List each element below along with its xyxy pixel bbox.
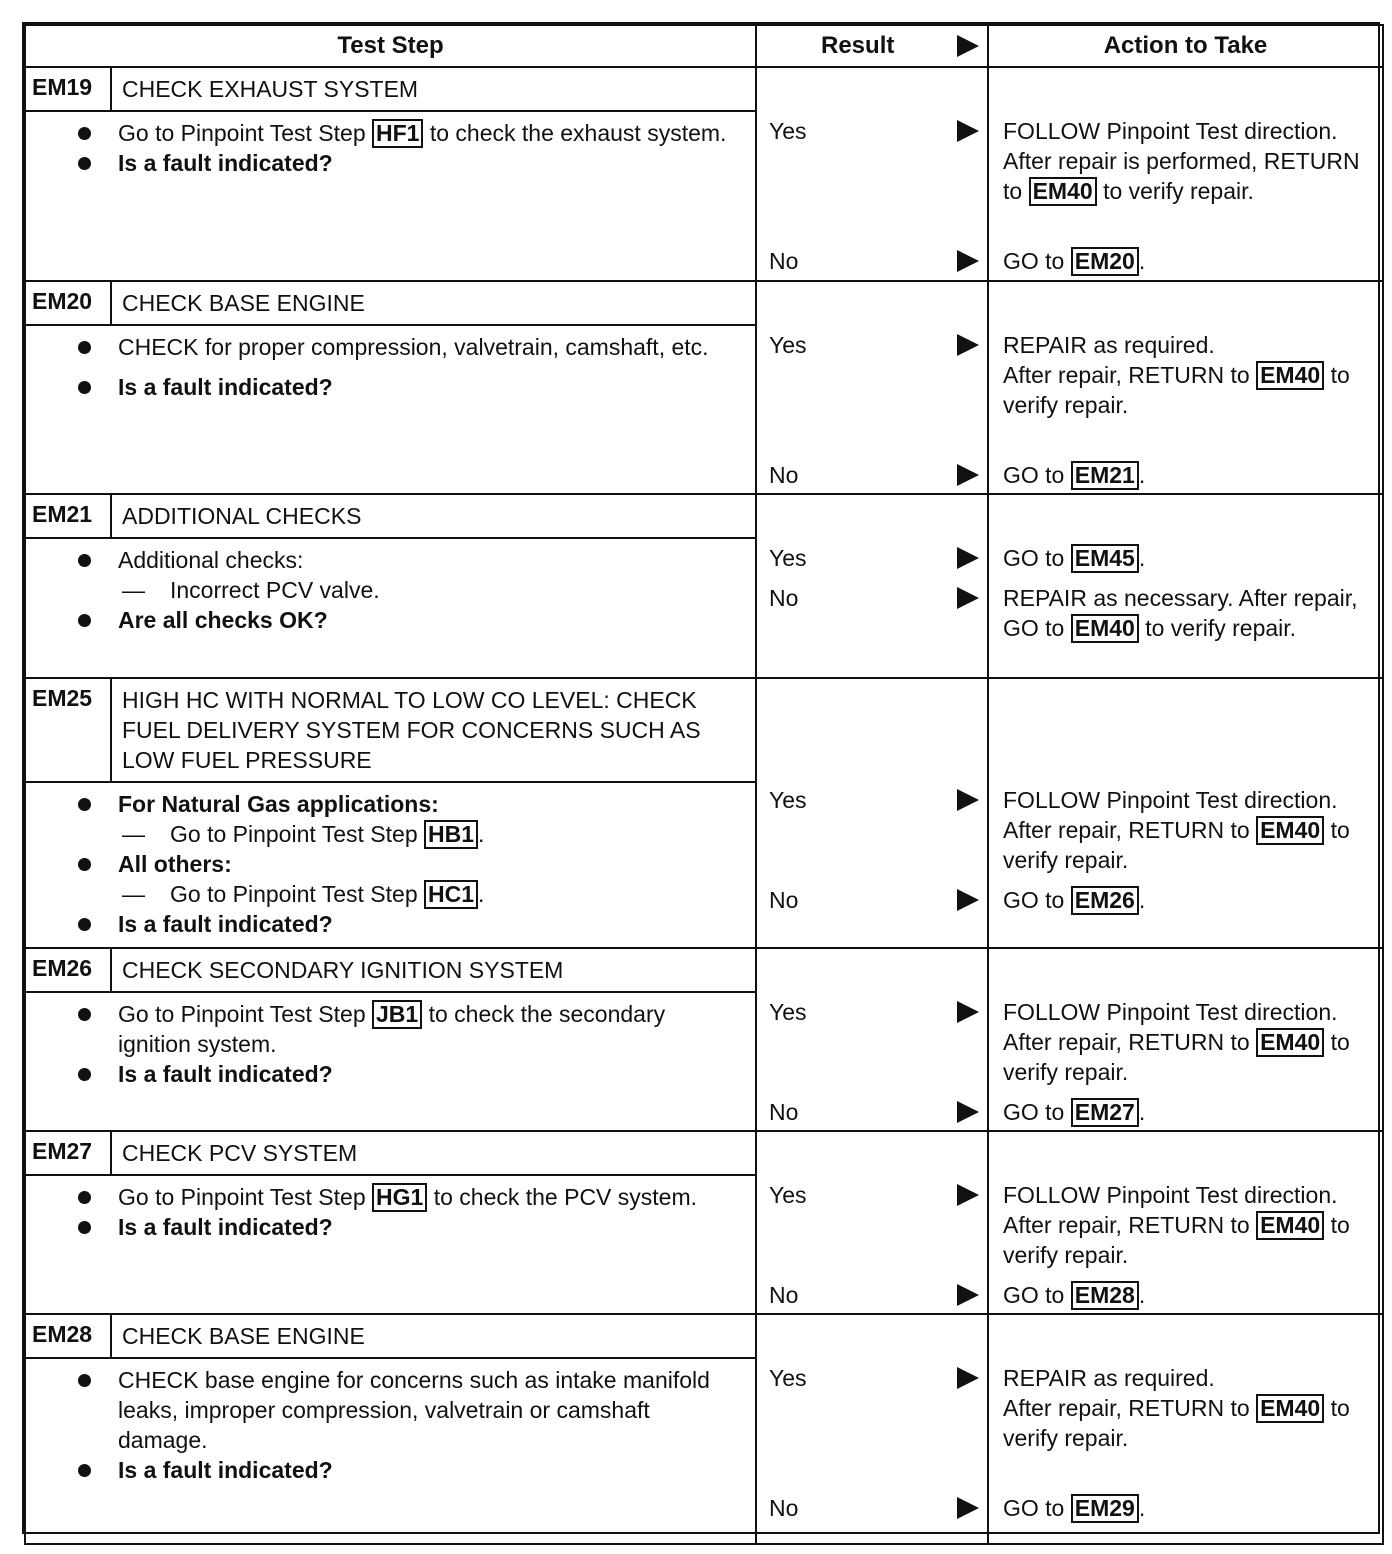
result-yes-label: Yes — [769, 118, 807, 144]
arrow-right-icon — [957, 1497, 979, 1519]
step-header — [26, 1132, 755, 1176]
step-title: CHECK SECONDARY IGNITION SYSTEM — [122, 957, 564, 983]
action-text: GO to — [1003, 248, 1065, 274]
action-text: . — [1138, 1282, 1146, 1308]
arrow-right-icon — [957, 1284, 979, 1306]
result-yes — [769, 116, 981, 146]
dash-icon: — — [122, 821, 145, 847]
step-header — [26, 949, 755, 993]
step-header — [26, 495, 755, 539]
step-reference[interactable]: HC1 — [424, 880, 478, 909]
result-no-label: No — [769, 1099, 799, 1125]
arrow-right-icon — [957, 250, 979, 272]
bullet-icon — [78, 858, 91, 871]
action-text: REPAIR as required. — [1003, 1365, 1215, 1391]
step-bullets — [26, 1176, 755, 1250]
step-title: HIGH HC WITH NORMAL TO LOW CO LEVEL: CHECK FUEL DELIVERY SYSTEM FOR CONCERNS SUCH AS LOW FUEL PRESSURE — [122, 687, 701, 773]
action-text: GO to — [1003, 462, 1065, 488]
result-no-label: No — [769, 462, 799, 488]
test-step-table-frame — [22, 22, 1380, 1534]
question-text: Is a fault indicated? — [118, 150, 333, 176]
result-yes-label: Yes — [769, 545, 807, 571]
step-bullets — [26, 993, 755, 1097]
action-text: to verify repair. — [1145, 615, 1297, 641]
result-no — [769, 583, 981, 613]
step-reference[interactable]: EM40 — [1256, 816, 1324, 845]
step-cell — [25, 494, 756, 678]
bullet-question — [118, 1455, 735, 1485]
bullet-text: to check the secondary ignition system. — [118, 1001, 666, 1057]
result-yes-label: Yes — [769, 1182, 807, 1208]
action-text: to verify repair. — [1003, 1029, 1350, 1085]
action-cell — [988, 948, 1383, 1131]
step-code: EM26 — [26, 949, 112, 991]
step-reference[interactable]: HB1 — [424, 820, 478, 849]
bullet-item — [118, 118, 735, 148]
step-header — [26, 68, 755, 112]
result-yes — [769, 543, 981, 573]
bullet-item — [118, 545, 735, 575]
result-no — [769, 1280, 981, 1310]
bullet-text: to check the exhaust system. — [429, 120, 727, 146]
question-text: Is a fault indicated? — [118, 1214, 333, 1240]
bullet-icon — [78, 1068, 91, 1081]
arrow-right-icon — [957, 789, 979, 811]
bullet-item — [118, 789, 735, 819]
action-text: . — [1138, 1099, 1146, 1125]
table-row — [25, 494, 1383, 678]
result-cell — [756, 678, 988, 948]
result-yes — [769, 785, 981, 815]
action-text: FOLLOW Pinpoint Test direction. After repair is performed, RETURN to — [1003, 118, 1360, 204]
step-code: EM25 — [26, 679, 112, 781]
result-cell — [756, 67, 988, 281]
arrow-right-icon — [957, 1001, 979, 1023]
result-header — [756, 25, 988, 67]
step-reference[interactable]: JB1 — [372, 1000, 422, 1029]
action-text: to verify repair. — [1003, 1395, 1350, 1451]
bullet-icon — [78, 1374, 91, 1387]
step-code: EM28 — [26, 1315, 112, 1357]
table-header-row — [25, 25, 1383, 67]
step-bullets — [26, 783, 755, 947]
question-text: Are all checks OK? — [118, 607, 328, 633]
action-text: After repair, RETURN to — [1003, 362, 1250, 388]
step-code: EM21 — [26, 495, 112, 537]
yes-action — [1003, 785, 1374, 875]
sub-text: Go to Pinpoint Test Step — [170, 881, 418, 907]
bullet-text: Go to Pinpoint Test Step — [118, 120, 366, 146]
result-header-label: Result — [821, 32, 895, 59]
bullet-question — [118, 148, 735, 178]
step-cell — [25, 281, 756, 494]
bullet-icon — [78, 798, 91, 811]
bullet-question — [118, 909, 735, 939]
bullet-question — [118, 372, 735, 402]
yes-action — [1003, 1180, 1374, 1270]
table-row — [25, 1314, 1383, 1544]
sub-text: Go to Pinpoint Test Step — [170, 821, 418, 847]
arrow-right-icon — [957, 334, 979, 356]
step-header — [26, 282, 755, 326]
action-text: to verify repair. — [1103, 178, 1254, 204]
arrow-right-icon — [957, 1184, 979, 1206]
step-code: EM20 — [26, 282, 112, 324]
bullet-text: CHECK base engine for concerns such as intake manifold leaks, improper compression, valvetrain or camshaft damage. — [118, 1367, 710, 1453]
action-text: . — [1138, 545, 1146, 571]
action-text: to verify repair. — [1003, 1212, 1350, 1268]
test-step-table — [24, 24, 1384, 1545]
action-cell — [988, 494, 1383, 678]
action-text: . — [1138, 462, 1146, 488]
dash-icon: — — [122, 881, 145, 907]
arrow-right-icon — [957, 1367, 979, 1389]
question-text: Is a fault indicated? — [118, 1061, 333, 1087]
bullet-item — [118, 849, 735, 879]
action-text: FOLLOW Pinpoint Test direction. After repair, RETURN to — [1003, 999, 1338, 1055]
step-reference[interactable]: EM40 — [1071, 614, 1139, 643]
action-text: GO to — [1003, 545, 1065, 571]
step-reference[interactable]: EM40 — [1029, 177, 1097, 206]
no-action — [1003, 1280, 1374, 1310]
step-title: ADDITIONAL CHECKS — [122, 503, 362, 529]
result-no-label: No — [769, 1282, 799, 1308]
bullet-icon — [78, 1191, 91, 1204]
bullet-question — [118, 1212, 735, 1242]
result-cell — [756, 1314, 988, 1544]
no-action — [1003, 460, 1374, 490]
step-title: CHECK BASE ENGINE — [122, 1323, 365, 1349]
arrow-right-icon — [957, 587, 979, 609]
step-bullets — [26, 326, 755, 410]
bullet-text: All others: — [118, 851, 232, 877]
action-text: FOLLOW Pinpoint Test direction. After repair, RETURN to — [1003, 1182, 1338, 1238]
arrow-right-icon — [957, 464, 979, 486]
yes-action — [1003, 330, 1374, 420]
result-cell — [756, 494, 988, 678]
arrow-right-icon — [957, 889, 979, 911]
step-reference[interactable]: HF1 — [372, 119, 423, 148]
bullet-icon — [78, 1464, 91, 1477]
step-title: CHECK EXHAUST SYSTEM — [122, 76, 419, 102]
bullet-text: For Natural Gas applications: — [118, 791, 439, 817]
result-no — [769, 1097, 981, 1127]
arrow-right-icon — [957, 35, 979, 57]
no-action — [1003, 885, 1374, 915]
question-text: Is a fault indicated? — [118, 1457, 333, 1483]
result-yes — [769, 1363, 981, 1393]
action-text: . — [1138, 248, 1146, 274]
step-reference[interactable]: EM40 — [1256, 1028, 1324, 1057]
yes-action — [1003, 543, 1374, 573]
step-cell — [25, 948, 756, 1131]
result-yes — [769, 330, 981, 360]
yes-action — [1003, 116, 1374, 206]
bullet-item — [118, 1182, 735, 1212]
bullet-text: to check the PCV system. — [433, 1184, 698, 1210]
action-text: After repair, RETURN to — [1003, 1395, 1250, 1421]
table-row — [25, 948, 1383, 1131]
sub-text: . — [478, 881, 485, 907]
yes-action — [1003, 1363, 1374, 1453]
step-title: CHECK BASE ENGINE — [122, 290, 365, 316]
question-text: Is a fault indicated? — [118, 374, 333, 400]
result-no — [769, 885, 981, 915]
action-text: GO to — [1003, 1495, 1065, 1521]
step-reference[interactable]: EM45 — [1071, 544, 1139, 573]
bullet-item — [118, 1365, 735, 1455]
action-text: REPAIR as necessary. After repair, GO to — [1003, 585, 1358, 641]
step-reference[interactable]: HG1 — [372, 1183, 427, 1212]
step-code: EM27 — [26, 1132, 112, 1174]
sub-item — [118, 819, 735, 849]
step-reference[interactable]: EM40 — [1256, 1211, 1324, 1240]
table-row — [25, 678, 1383, 948]
question-text: Is a fault indicated? — [118, 911, 333, 937]
step-header — [26, 1315, 755, 1359]
step-cell — [25, 1314, 756, 1544]
table-row — [25, 67, 1383, 281]
result-cell — [756, 1131, 988, 1314]
bullet-icon — [78, 1221, 91, 1234]
step-title: CHECK PCV SYSTEM — [122, 1140, 358, 1166]
result-yes-label: Yes — [769, 999, 807, 1025]
no-action — [1003, 1493, 1374, 1523]
step-reference[interactable]: EM21 — [1071, 461, 1139, 490]
step-reference[interactable]: EM29 — [1071, 1494, 1139, 1523]
result-yes-label: Yes — [769, 332, 807, 358]
result-yes-label: Yes — [769, 787, 807, 813]
step-cell — [25, 678, 756, 948]
bullet-icon — [78, 381, 91, 394]
arrow-right-icon — [957, 120, 979, 142]
result-cell — [756, 281, 988, 494]
action-cell — [988, 678, 1383, 948]
bullet-item — [118, 332, 735, 362]
test-step-header: Test Step — [25, 25, 756, 67]
bullet-question — [118, 605, 735, 635]
step-reference[interactable]: EM28 — [1071, 1281, 1139, 1310]
step-cell — [25, 1131, 756, 1314]
result-yes — [769, 997, 981, 1027]
no-action — [1003, 246, 1374, 276]
dash-icon: — — [122, 577, 145, 603]
table-row — [25, 281, 1383, 494]
bullet-text: CHECK for proper compression, valvetrain, camshaft, etc. — [118, 334, 709, 360]
result-cell — [756, 948, 988, 1131]
yes-action — [1003, 997, 1374, 1087]
sub-text: Incorrect PCV valve. — [170, 577, 380, 603]
no-action — [1003, 583, 1374, 643]
result-no-label: No — [769, 248, 799, 274]
bullet-icon — [78, 554, 91, 567]
step-code: EM19 — [26, 68, 112, 110]
action-cell — [988, 67, 1383, 281]
action-text: FOLLOW Pinpoint Test direction. After repair, RETURN to — [1003, 787, 1338, 843]
bullet-icon — [78, 341, 91, 354]
result-no — [769, 246, 981, 276]
result-no — [769, 1493, 981, 1523]
result-no-label: No — [769, 887, 799, 913]
action-cell — [988, 1131, 1383, 1314]
step-reference[interactable]: EM27 — [1071, 1098, 1139, 1127]
action-text: GO to — [1003, 887, 1065, 913]
step-bullets — [26, 539, 755, 643]
action-cell — [988, 1314, 1383, 1544]
action-cell — [988, 281, 1383, 494]
result-yes — [769, 1180, 981, 1210]
step-reference[interactable]: EM40 — [1256, 1394, 1324, 1423]
bullet-text: Go to Pinpoint Test Step — [118, 1001, 366, 1027]
result-no-label: No — [769, 1495, 799, 1521]
table-row — [25, 1131, 1383, 1314]
bullet-icon — [78, 614, 91, 627]
action-header: Action to Take — [988, 25, 1383, 67]
sub-item — [118, 879, 735, 909]
bullet-text: Additional checks: — [118, 547, 304, 573]
result-yes-label: Yes — [769, 1365, 807, 1391]
arrow-right-icon — [957, 547, 979, 569]
action-text: . — [1138, 1495, 1146, 1521]
bullet-question — [118, 1059, 735, 1089]
arrow-right-icon — [957, 1101, 979, 1123]
bullet-text: Go to Pinpoint Test Step — [118, 1184, 366, 1210]
bullet-icon — [78, 157, 91, 170]
bullet-icon — [78, 1008, 91, 1021]
step-bullets — [26, 112, 755, 186]
action-text: . — [1138, 887, 1146, 913]
bullet-icon — [78, 918, 91, 931]
step-reference[interactable]: EM26 — [1071, 886, 1139, 915]
step-cell — [25, 67, 756, 281]
step-reference[interactable]: EM20 — [1071, 247, 1139, 276]
result-no — [769, 460, 981, 490]
action-text: GO to — [1003, 1099, 1065, 1125]
action-text: REPAIR as required. — [1003, 332, 1215, 358]
step-reference[interactable]: EM40 — [1256, 361, 1324, 390]
action-text: to verify repair. — [1003, 362, 1350, 418]
result-no-label: No — [769, 585, 799, 611]
no-action — [1003, 1097, 1374, 1127]
bullet-icon — [78, 127, 91, 140]
sub-item — [118, 575, 735, 605]
step-bullets — [26, 1359, 755, 1493]
sub-text: . — [478, 821, 485, 847]
action-text: GO to — [1003, 1282, 1065, 1308]
step-header — [26, 679, 755, 783]
bullet-item — [118, 999, 735, 1059]
action-text: to verify repair. — [1003, 817, 1350, 873]
